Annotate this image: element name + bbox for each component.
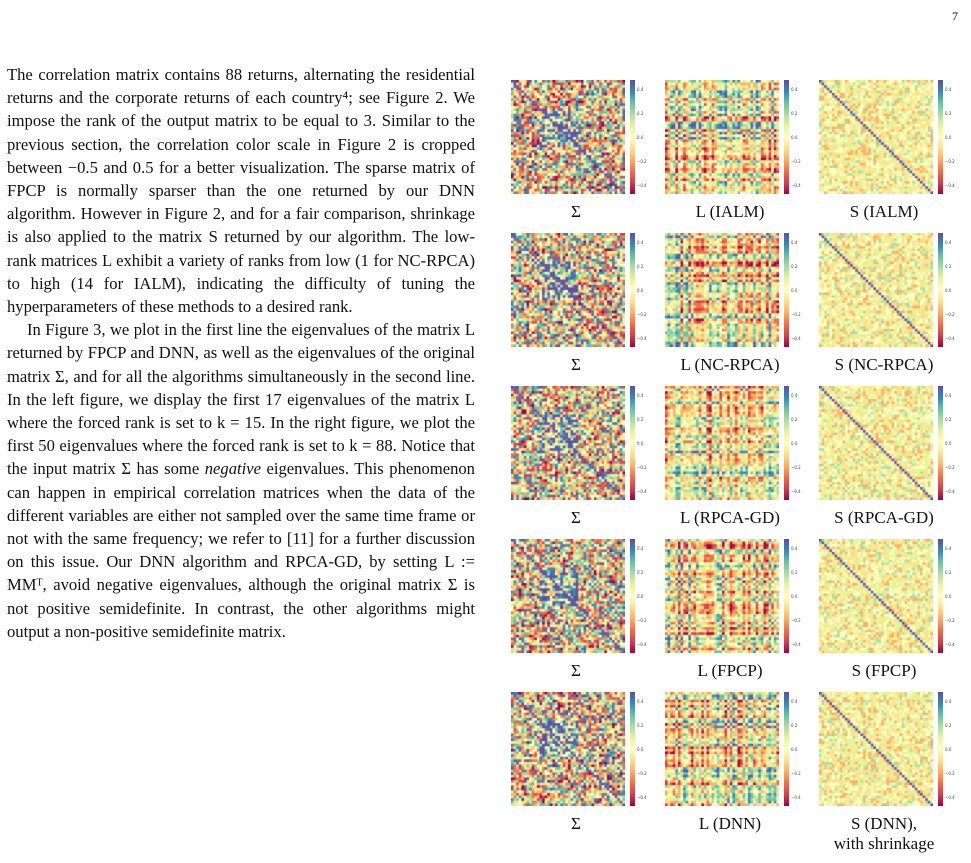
caption-sigma-row-3 (495, 508, 657, 528)
caption-text: L (RPCA-GD) (680, 508, 780, 527)
colorbar-tick: 0.2 (637, 111, 644, 116)
colorbar-tick: −0.4 (637, 642, 647, 647)
caption-text: S (FPCP) (851, 661, 917, 680)
colorbar-tick: −0.2 (791, 465, 801, 470)
colorbar-tick: −0.2 (945, 465, 955, 470)
caption-s-row-3 (803, 508, 965, 528)
caption-text: L (DNN) (698, 814, 762, 833)
colorbar (630, 233, 635, 347)
colorbar-tick: −0.2 (791, 771, 801, 776)
colorbar-tick: −0.2 (945, 618, 955, 623)
colorbar-tick: −0.2 (637, 159, 647, 164)
panel-s-row-2 (811, 227, 965, 380)
heatmap-sigma-row-1 (511, 80, 625, 194)
caption-text: L (NC-RPCA) (680, 355, 780, 374)
caption-text: L (FPCP) (697, 661, 763, 680)
panel-sigma-row-2 (503, 227, 657, 380)
colorbar-tick: 0.0 (637, 135, 644, 140)
page-number: 7 (952, 9, 958, 23)
colorbar (630, 539, 635, 653)
colorbar-tick: 0.0 (945, 747, 952, 752)
caption-text: S (DNN), (850, 814, 918, 833)
colorbar-tick: 0.0 (945, 135, 952, 140)
colorbar (784, 692, 789, 806)
colorbar-tick: 0.0 (637, 747, 644, 752)
caption-sigma-row-1 (495, 202, 657, 222)
panel-sigma-row-3 (503, 380, 657, 533)
colorbar-tick: −0.2 (945, 771, 955, 776)
colorbar-tick: −0.4 (637, 336, 647, 341)
panel-l-row-4 (657, 533, 811, 686)
colorbar (784, 233, 789, 347)
panel-l-row-1 (657, 74, 811, 227)
colorbar-ticks (637, 539, 653, 653)
caption-l-row-5 (649, 814, 811, 834)
colorbar-ticks (637, 386, 653, 500)
colorbar-tick: −0.2 (945, 312, 955, 317)
colorbar-ticks (945, 80, 961, 194)
heatmap-sigma-row-5 (511, 692, 625, 806)
caption-text: S (RPCA-GD) (834, 508, 934, 527)
panel-s-row-4 (811, 533, 965, 686)
colorbar-tick: −0.4 (945, 795, 955, 800)
colorbar-tick: −0.4 (637, 183, 647, 188)
colorbar-tick: −0.2 (637, 312, 647, 317)
colorbar-tick: −0.4 (791, 642, 801, 647)
colorbar-tick: −0.2 (791, 312, 801, 317)
caption-s-row-4 (803, 661, 965, 681)
colorbar (784, 80, 789, 194)
colorbar-tick: 0.0 (791, 594, 798, 599)
colorbar-tick: 0.2 (637, 417, 644, 422)
colorbar-tick: 0.2 (945, 723, 952, 728)
heatmap-sigma-row-4 (511, 539, 625, 653)
colorbar-tick: 0.2 (945, 111, 952, 116)
heatmap-sigma-row-2 (511, 233, 625, 347)
colorbar-ticks (637, 692, 653, 806)
colorbar (938, 233, 943, 347)
colorbar-tick: 0.0 (791, 441, 798, 446)
paragraph-2-part-a: In Figure 3, we plot in the first line the eigenvalues of the matrix L returned by FPCP and DNN, as well as the eigenvalues of the original matrix Σ, and for all the algorithms simultaneously in the second line. In the left figure, we display the first 17 eigenvalues of the matrix L where the forced rank is set to k = 15. In the right figure, we plot the first 50 eigenvalues where the forced rank is set to k = 88. Notice that the input matrix Σ has some (7, 320, 475, 479)
colorbar-tick: 0.4 (637, 393, 644, 398)
colorbar-tick: 0.4 (637, 699, 644, 704)
colorbar-tick: 0.2 (945, 570, 952, 575)
colorbar-tick: 0.0 (791, 747, 798, 752)
colorbar-tick: 0.2 (945, 417, 952, 422)
colorbar-ticks (791, 80, 807, 194)
colorbar-tick: −0.2 (791, 618, 801, 623)
colorbar-tick: 0.2 (791, 723, 798, 728)
colorbar-tick: 0.2 (791, 570, 798, 575)
colorbar-tick: 0.0 (791, 288, 798, 293)
colorbar-tick: 0.2 (637, 264, 644, 269)
colorbar-tick: 0.4 (637, 546, 644, 551)
colorbar-tick: −0.2 (791, 159, 801, 164)
panel-s-row-1 (811, 74, 965, 227)
colorbar-tick: 0.0 (637, 594, 644, 599)
caption-s-row-2 (803, 355, 965, 375)
colorbar-tick: −0.4 (637, 795, 647, 800)
caption-text: Σ (571, 355, 581, 374)
caption-l-row-3 (649, 508, 811, 528)
colorbar-ticks (945, 386, 961, 500)
colorbar-tick: 0.4 (945, 240, 952, 245)
colorbar (938, 692, 943, 806)
colorbar (784, 539, 789, 653)
caption-text: S (NC-RPCA) (834, 355, 934, 374)
colorbar-tick: 0.4 (791, 240, 798, 245)
colorbar-tick: −0.4 (791, 489, 801, 494)
heatmap-sigma-row-3 (511, 386, 625, 500)
colorbar-tick: 0.2 (791, 111, 798, 116)
heatmap-s-row-5 (819, 692, 933, 806)
panel-sigma-row-5 (503, 686, 657, 839)
colorbar-tick: 0.4 (637, 87, 644, 92)
colorbar-tick: 0.0 (637, 441, 644, 446)
colorbar-tick: 0.0 (945, 594, 952, 599)
colorbar (938, 386, 943, 500)
colorbar-tick: −0.4 (791, 336, 801, 341)
colorbar-tick: −0.4 (945, 642, 955, 647)
colorbar (630, 692, 635, 806)
heatmap-l-row-2 (665, 233, 779, 347)
colorbar-tick: 0.2 (637, 723, 644, 728)
caption-text: Σ (571, 814, 581, 833)
colorbar-ticks (791, 233, 807, 347)
colorbar (784, 386, 789, 500)
caption-l-row-1 (649, 202, 811, 222)
heatmap-s-row-2 (819, 233, 933, 347)
caption-l-row-4 (649, 661, 811, 681)
paragraph-2-emphasis: negative (204, 459, 261, 479)
colorbar-tick: −0.2 (637, 465, 647, 470)
colorbar-tick: −0.4 (791, 795, 801, 800)
panel-l-row-5 (657, 686, 811, 839)
colorbar (630, 80, 635, 194)
caption-l-row-2 (649, 355, 811, 375)
colorbar-tick: 0.4 (791, 546, 798, 551)
colorbar-tick: −0.2 (637, 618, 647, 623)
caption-text: Σ (571, 661, 581, 680)
colorbar (630, 386, 635, 500)
heatmap-l-row-3 (665, 386, 779, 500)
colorbar-tick: −0.4 (945, 336, 955, 341)
colorbar-ticks (791, 386, 807, 500)
colorbar-ticks (637, 80, 653, 194)
caption-text-extra: with shrinkage (833, 834, 935, 853)
colorbar-tick: −0.4 (945, 489, 955, 494)
colorbar-tick: −0.2 (945, 159, 955, 164)
heatmap-l-row-5 (665, 692, 779, 806)
colorbar-tick: 0.2 (945, 264, 952, 269)
colorbar-tick: 0.4 (791, 699, 798, 704)
panel-sigma-row-1 (503, 74, 657, 227)
caption-s-row-5 (803, 814, 965, 854)
colorbar-tick: −0.2 (637, 771, 647, 776)
paragraph-1: The correlation matrix contains 88 returns, alternating the residential returns and the corporate returns of each country⁴; see Figure 2. We impose the rank of the output matrix to be equal to 3. Similar to the previous section, the correlation color scale in Figure 2 is cropped between −0.5 and 0.5 for a better visualization. The sparse matrix of FPCP is normally sparser than the one returned by our DNN algorithm. However in Figure 2, and for a fair comparison, shrinkage is also applied to the matrix S returned by our algorithm. The low-rank matrices L exhibit a variety of ranks from low (1 for NC-RPCA) to high (14 for IALM), indicating the difficulty of tuning the hyperparameters of these methods to a desired rank. (7, 65, 475, 317)
colorbar-tick: 0.2 (637, 570, 644, 575)
colorbar-tick: 0.4 (945, 699, 952, 704)
colorbar (938, 80, 943, 194)
caption-text: Σ (571, 202, 581, 221)
colorbar-tick: −0.4 (791, 183, 801, 188)
colorbar-tick: 0.0 (945, 288, 952, 293)
colorbar-tick: 0.0 (791, 135, 798, 140)
caption-s-row-1 (803, 202, 965, 222)
colorbar-tick: 0.4 (945, 87, 952, 92)
heatmap-l-row-1 (665, 80, 779, 194)
colorbar (938, 539, 943, 653)
heatmap-s-row-3 (819, 386, 933, 500)
paragraph-2 (7, 318, 475, 643)
colorbar-ticks (945, 692, 961, 806)
colorbar-tick: 0.0 (945, 441, 952, 446)
caption-text: L (IALM) (695, 202, 765, 221)
colorbar-tick: −0.4 (637, 489, 647, 494)
heatmap-l-row-4 (665, 539, 779, 653)
colorbar-tick: 0.4 (791, 393, 798, 398)
heatmap-s-row-1 (819, 80, 933, 194)
colorbar-ticks (945, 233, 961, 347)
paragraph-2-part-b: eigenvalues. This phenomenon can happen in empirical correlation matrices when the data of the different variables are either not sampled over the same time frame or not with the same frequency; we refer to [11] for a further discussion on this issue. Our DNN algorithm and RPCA-GD, by setting L := MMᵀ, avoid negative eigenvalues, although the original matrix Σ is not positive semidefinite. In contrast, the other algorithms might output a non-positive semidefinite matrix. (7, 459, 475, 641)
colorbar-tick: −0.4 (945, 183, 955, 188)
panel-l-row-3 (657, 380, 811, 533)
colorbar-ticks (637, 233, 653, 347)
caption-text: Σ (571, 508, 581, 527)
colorbar-tick: 0.4 (791, 87, 798, 92)
colorbar-ticks (791, 539, 807, 653)
colorbar-tick: 0.2 (791, 417, 798, 422)
heatmap-s-row-4 (819, 539, 933, 653)
panel-sigma-row-4 (503, 533, 657, 686)
colorbar-tick: 0.2 (791, 264, 798, 269)
panel-s-row-5 (811, 686, 965, 853)
colorbar-tick: 0.4 (945, 546, 952, 551)
panel-s-row-3 (811, 380, 965, 533)
colorbar-ticks (945, 539, 961, 653)
body-text (7, 63, 475, 643)
caption-sigma-row-4 (495, 661, 657, 681)
caption-text: S (IALM) (849, 202, 919, 221)
colorbar-tick: 0.4 (637, 240, 644, 245)
colorbar-ticks (791, 692, 807, 806)
colorbar-tick: 0.4 (945, 393, 952, 398)
colorbar-tick: 0.0 (637, 288, 644, 293)
caption-sigma-row-2 (495, 355, 657, 375)
panel-l-row-2 (657, 227, 811, 380)
caption-sigma-row-5 (495, 814, 657, 834)
